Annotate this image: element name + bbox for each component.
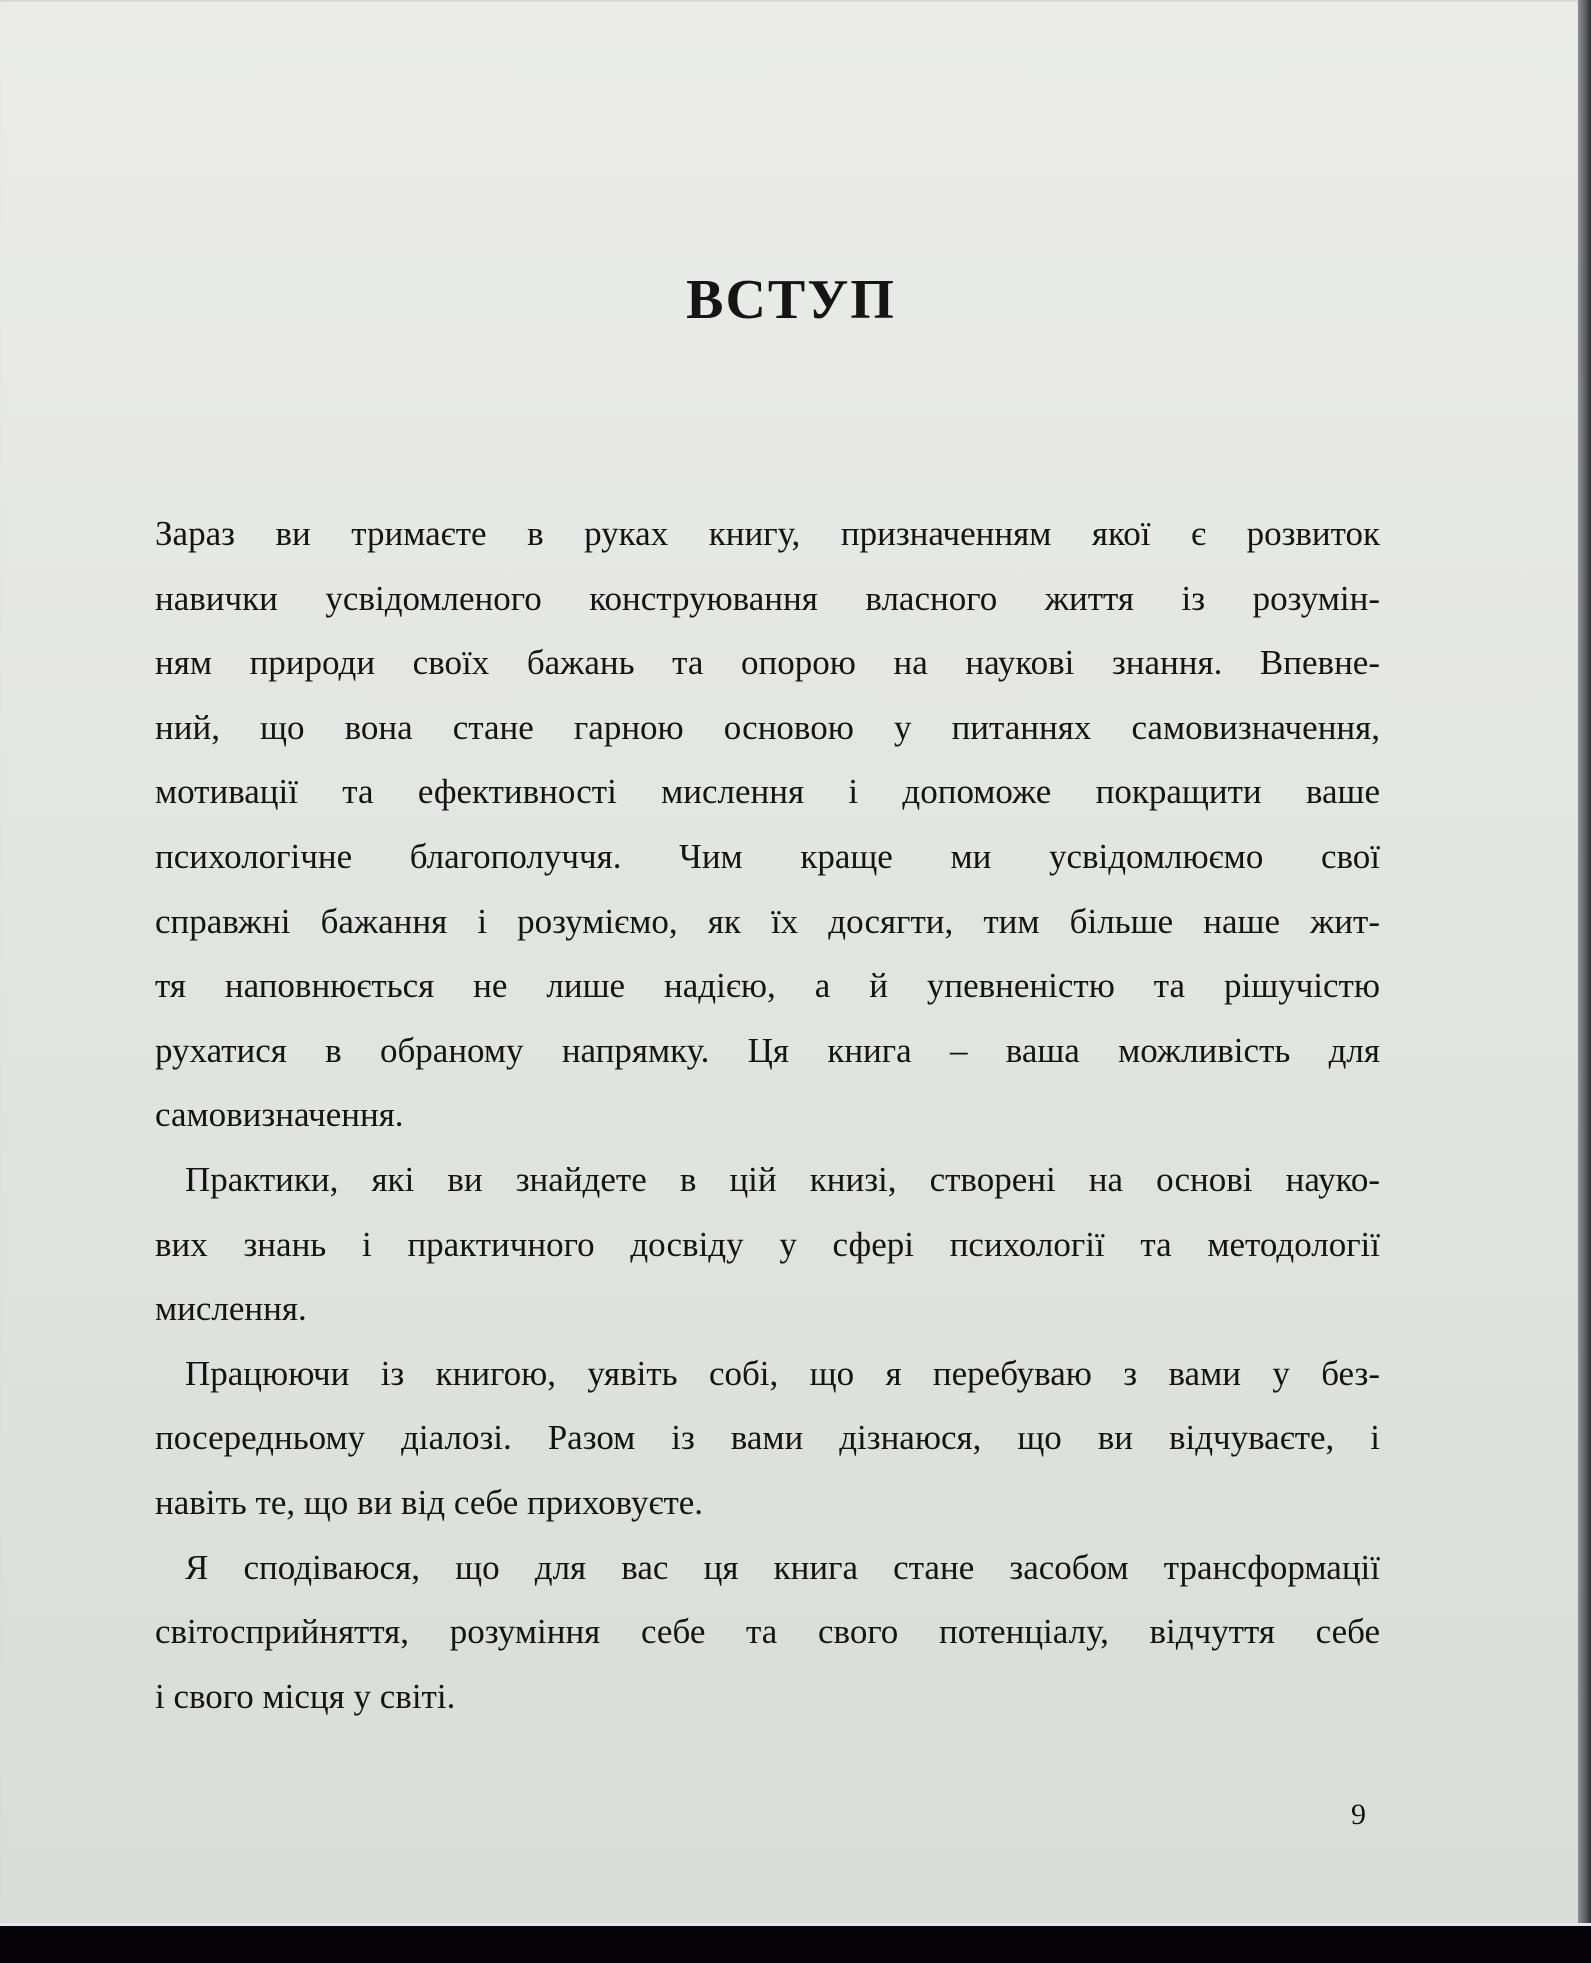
text-line: навички усвідомленого конструювання власного життя із розумін-: [155, 578, 1380, 618]
text-line: Зараз ви тримаєте в руках книгу, призначенням якої є розвиток: [155, 514, 1380, 553]
text-line: ний, що вона стане гарною основою у питаннях самовизначення,: [155, 707, 1380, 747]
text-line: і свого місця у світі.: [155, 1676, 456, 1716]
text-line: тя наповнюється не лише надією, а й упевненістю та рішучістю: [155, 966, 1380, 1006]
page-number: 9: [1351, 1798, 1366, 1831]
text-line: ням природи своїх бажань та опорою на наукові знання. Впевне-: [155, 643, 1380, 683]
paragraph-4: [155, 1536, 1380, 1730]
paragraph-2: [155, 1148, 1380, 1342]
body-text: [155, 502, 1380, 1729]
text-line: Працюючи із книгою, уявіть собі, що я перебуваю з вами у без-: [185, 1353, 1380, 1393]
paragraph-3: [155, 1342, 1380, 1536]
text-line: мотивації та ефективності мислення і допоможе покращити ваше: [155, 772, 1380, 812]
text-line: світосприйняття, розуміння себе та свого потенціалу, відчуття себе: [155, 1612, 1380, 1652]
text-line: самовизначення.: [155, 1095, 404, 1135]
paragraph-1: [155, 502, 1380, 1148]
text-line: мислення.: [155, 1289, 307, 1329]
text-line: рухатися в обраному напрямку. Ця книга – ваша можливість для: [155, 1030, 1380, 1070]
text-line: Практики, які ви знайдете в цій книзі, створені на основі науко-: [185, 1159, 1380, 1199]
background-surface: [0, 1926, 1591, 1963]
page-edge-shadow: [1578, 0, 1591, 1925]
text-line: Я сподіваюся, що для вас ця книга стане засобом трансформації: [185, 1547, 1380, 1587]
text-line: справжні бажання і розуміємо, як їх досягти, тим більше наше жит-: [155, 901, 1380, 941]
text-line: посередньому діалозі. Разом із вами дізнаюся, що ви відчуваєте, і: [155, 1418, 1380, 1458]
chapter-title: ВСТУП: [686, 268, 896, 331]
text-line: навіть те, що ви від себе приховуєте.: [155, 1482, 704, 1522]
text-line: вих знань і практичного досвіду у сфері психології та методології: [155, 1224, 1380, 1264]
text-line: психологічне благополуччя. Чим краще ми усвідомлюємо свої: [155, 836, 1380, 876]
